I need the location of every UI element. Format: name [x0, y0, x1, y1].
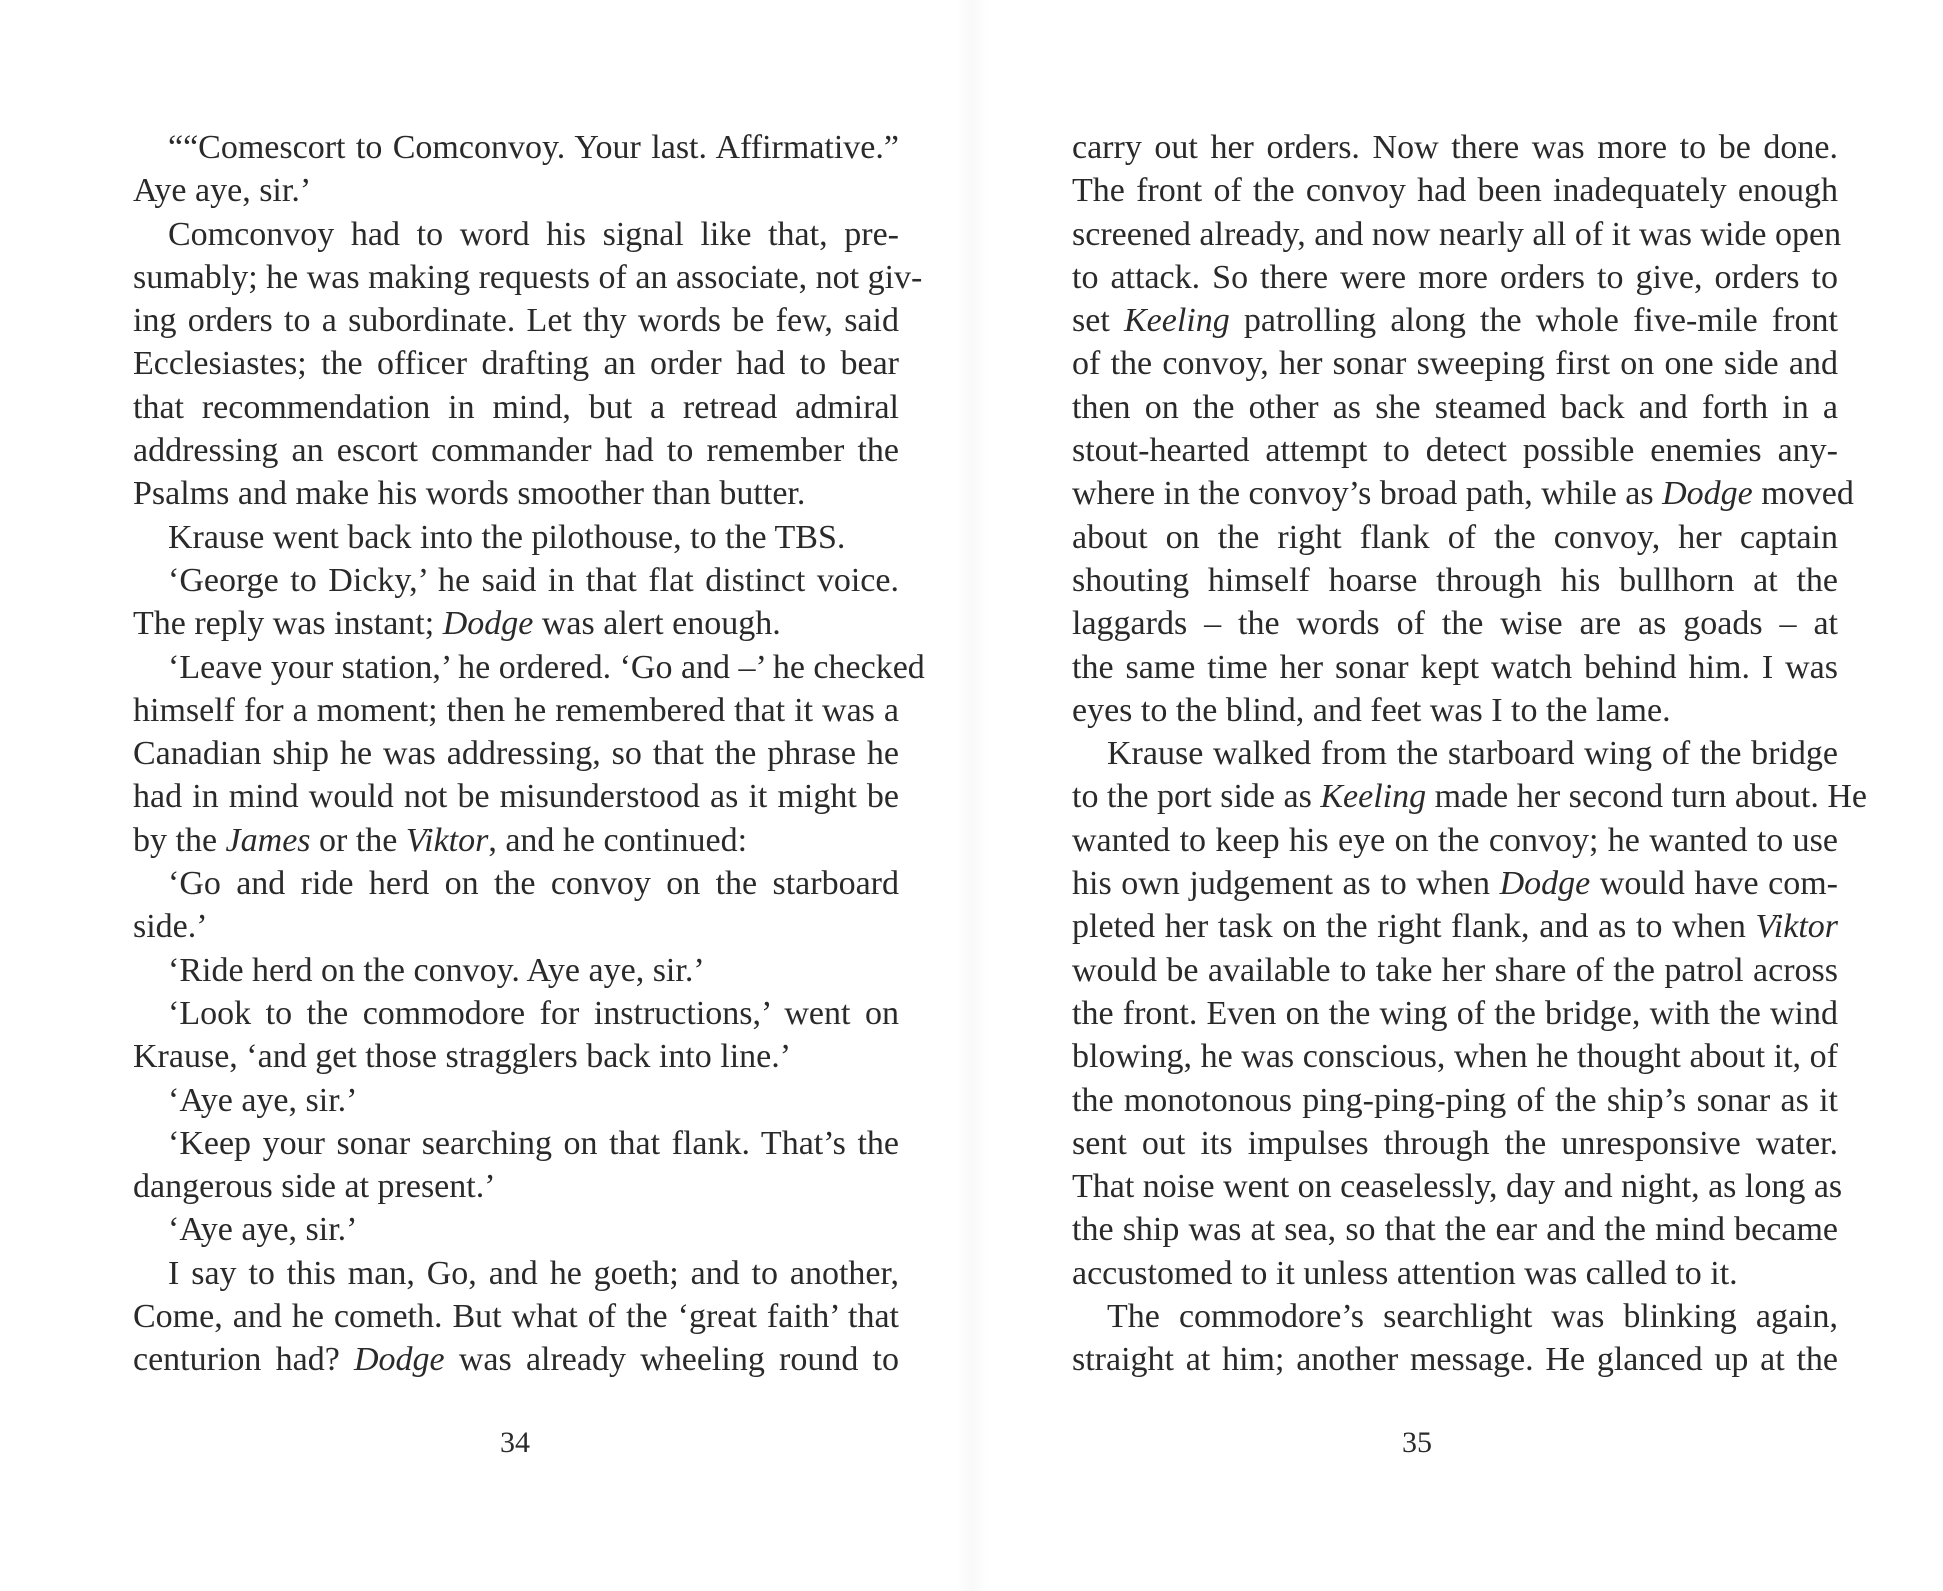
line-text: Krause walked from the starboard wing of the bridge: [1107, 735, 1838, 773]
line-text: pleted her task on the right flank, and as to when: [1072, 908, 1756, 946]
text-line: [1072, 1035, 1838, 1078]
line-text: ‘Keep your sonar searching on that flank. That’s the: [168, 1124, 899, 1162]
text-line: [1072, 342, 1838, 385]
line-text: sumably; he was making requests of an associate, not giv-: [133, 258, 923, 296]
italic-name: James: [225, 821, 311, 859]
line-text: screened already, and now nearly all of it was wide open: [1072, 215, 1842, 253]
line-text: the ship was at sea, so that the ear and the mind became: [1072, 1211, 1838, 1249]
text-line: [133, 819, 899, 862]
text-line: [1072, 602, 1838, 645]
line-text: that recommendation in mind, but a retread admiral: [133, 388, 899, 426]
text-line: [1072, 213, 1842, 256]
line-text: ‘Go and ride herd on the convoy on the starboard: [168, 865, 899, 903]
line-text: where in the convoy’s broad path, while as: [1072, 475, 1663, 513]
line-text: blowing, he was conscious, when he thought about it, of: [1072, 1038, 1838, 1076]
line-text: stout-hearted attempt to detect possible enemies any-: [1072, 432, 1838, 470]
text-line: [133, 1079, 899, 1122]
text-line: [1072, 949, 1838, 992]
line-text: dangerous side at present.’: [133, 1168, 496, 1206]
right-page: [972, 0, 1943, 1591]
line-text: by the: [133, 821, 226, 859]
text-line: [133, 732, 899, 775]
line-text: centurion had?: [133, 1341, 354, 1379]
line-text: Comconvoy had to word his signal like that, pre-: [168, 215, 899, 253]
italic-name: Viktor: [1755, 908, 1838, 946]
italic-name: Keeling: [1123, 302, 1230, 340]
line-text: laggards – the words of the wise are as goads – at: [1072, 605, 1838, 643]
text-line: [133, 775, 899, 818]
line-text: straight at him; another message. He glanced up at the: [1072, 1341, 1838, 1379]
italic-name: Keeling: [1320, 778, 1427, 816]
text-line: [1072, 1295, 1838, 1338]
text-line: [1072, 1079, 1838, 1122]
line-text: , and he continued:: [488, 821, 748, 859]
line-text: ing orders to a subordinate. Let thy words be few, said: [133, 302, 899, 340]
text-line: [1072, 819, 1838, 862]
text-line: [1072, 775, 1868, 818]
line-text: ‘Leave your station,’ he ordered. ‘Go and –’ he checked: [168, 648, 925, 686]
text-line: [1072, 1165, 1843, 1208]
line-text: Krause went back into the pilothouse, to the TBS.: [168, 518, 846, 556]
text-line: [1072, 1338, 1838, 1381]
text-line: [133, 602, 899, 645]
text-line: [1072, 472, 1854, 515]
text-line: [133, 1208, 899, 1251]
text-line: [1072, 126, 1838, 169]
line-text: or the: [310, 821, 406, 859]
text-line: [133, 1338, 899, 1381]
line-text: set: [1072, 302, 1124, 340]
line-text: ““Comescort to Comconvoy. Your last. Affirmative.”: [168, 129, 899, 166]
line-text: Ecclesiastes; the officer drafting an order had to bear: [133, 345, 899, 383]
text-line: [1072, 169, 1838, 212]
text-line: [133, 1035, 899, 1078]
line-text: of the convoy, her sonar sweeping first on one side and: [1072, 345, 1838, 383]
line-text: shouting himself hoarse through his bullhorn at the: [1072, 561, 1838, 599]
text-line: [133, 992, 899, 1035]
text-line: [1072, 732, 1838, 775]
text-line: [133, 905, 899, 948]
text-line: [1072, 992, 1838, 1035]
line-text: himself for a moment; then he remembered that it was a: [133, 691, 899, 729]
line-text: eyes to the blind, and feet was I to the lame.: [1072, 691, 1671, 729]
italic-name: Viktor: [405, 821, 489, 859]
text-line: [133, 256, 923, 299]
text-line: [1072, 1208, 1838, 1251]
left-page-number: 34: [500, 1426, 530, 1459]
text-line: [133, 342, 899, 385]
line-text: Come, and he cometh. But what of the ‘great faith’ that: [133, 1298, 899, 1336]
line-text: addressing an escort commander had to remember the: [133, 432, 899, 470]
line-text: wanted to keep his eye on the convoy; he wanted to use: [1072, 821, 1838, 859]
line-text: the monotonous ping-ping-ping of the ship’s sonar as it: [1072, 1081, 1838, 1119]
text-line: [1072, 429, 1838, 472]
text-line: [1072, 905, 1838, 948]
line-text: to attack. So there were more orders to give, orders to: [1072, 258, 1838, 296]
line-text: The reply was instant;: [133, 605, 443, 643]
text-line: [133, 126, 899, 169]
text-line: [1072, 256, 1838, 299]
text-line: [1072, 646, 1838, 689]
italic-name: Dodge: [354, 1341, 445, 1379]
line-text: I say to this man, Go, and he goeth; and to another,: [168, 1254, 899, 1292]
line-text: sent out its impulses through the unresponsive water.: [1072, 1124, 1838, 1162]
line-text: was alert enough.: [533, 605, 781, 643]
text-line: [1072, 386, 1838, 429]
text-line: [133, 949, 899, 992]
text-line: [1072, 689, 1838, 732]
line-text: Krause, ‘and get those stragglers back into line.’: [133, 1038, 792, 1076]
text-line: [1072, 1252, 1838, 1295]
line-text: Aye aye, sir.’: [133, 172, 312, 210]
italic-name: Dodge: [1499, 865, 1591, 903]
line-text: ‘George to Dicky,’ he said in that flat distinct voice.: [168, 561, 899, 599]
text-line: [133, 1122, 899, 1165]
line-text: would have com-: [1590, 865, 1838, 903]
text-line: [1072, 516, 1838, 559]
line-text: moved: [1752, 475, 1854, 513]
left-page: [0, 0, 971, 1591]
text-line: [133, 862, 899, 905]
left-page-text: [133, 126, 925, 1382]
text-line: [133, 646, 925, 689]
text-line: [133, 429, 899, 472]
line-text: would be available to take her share of the patrol across: [1072, 951, 1838, 989]
line-text: about on the right flank of the convoy, her captain: [1072, 518, 1838, 556]
line-text: The front of the convoy had been inadequately enough: [1072, 172, 1838, 210]
text-line: [133, 516, 899, 559]
right-page-number: 35: [1402, 1426, 1432, 1459]
line-text: the front. Even on the wing of the bridge, with the wind: [1072, 994, 1838, 1032]
line-text: his own judgement as to when: [1072, 865, 1500, 903]
line-text: That noise went on ceaselessly, day and night, as long as: [1072, 1168, 1843, 1206]
line-text: made her second turn about. He: [1426, 778, 1868, 816]
line-text: had in mind would not be misunderstood as it might be: [133, 778, 899, 816]
line-text: carry out her orders. Now there was more to be done.: [1072, 129, 1838, 166]
text-line: [133, 169, 899, 212]
text-line: [133, 559, 899, 602]
text-line: [133, 472, 899, 515]
line-text: ‘Ride herd on the convoy. Aye aye, sir.’: [168, 951, 705, 989]
line-text: side.’: [133, 908, 208, 946]
right-page-text: [1072, 126, 1868, 1382]
text-line: [133, 1295, 899, 1338]
text-line: [133, 213, 899, 256]
line-text: The commodore’s searchlight was blinking again,: [1107, 1298, 1838, 1336]
italic-name: Dodge: [442, 605, 534, 643]
text-line: [133, 386, 899, 429]
line-text: then on the other as she steamed back and forth in a: [1072, 388, 1838, 426]
text-line: [133, 1252, 899, 1295]
line-text: Psalms and make his words smoother than butter.: [133, 475, 806, 513]
text-line: [1072, 299, 1838, 342]
line-text: ‘Look to the commodore for instructions,’ went on: [168, 994, 899, 1032]
text-line: [133, 1165, 899, 1208]
text-line: [1072, 1122, 1838, 1165]
text-line: [133, 689, 899, 732]
line-text: accustomed to it unless attention was called to it.: [1072, 1254, 1738, 1292]
text-line: [1072, 862, 1838, 905]
line-text: Canadian ship he was addressing, so that the phrase he: [133, 735, 899, 773]
text-line: [133, 299, 899, 342]
text-line: [1072, 559, 1838, 602]
line-text: ‘Aye aye, sir.’: [168, 1211, 358, 1249]
line-text: ‘Aye aye, sir.’: [168, 1081, 358, 1119]
line-text: was already wheeling round to: [444, 1341, 899, 1379]
italic-name: Dodge: [1662, 475, 1753, 513]
line-text: the same time her sonar kept watch behind him. I was: [1072, 648, 1838, 686]
line-text: patrolling along the whole five-mile front: [1229, 302, 1838, 340]
line-text: to the port side as: [1072, 778, 1321, 816]
